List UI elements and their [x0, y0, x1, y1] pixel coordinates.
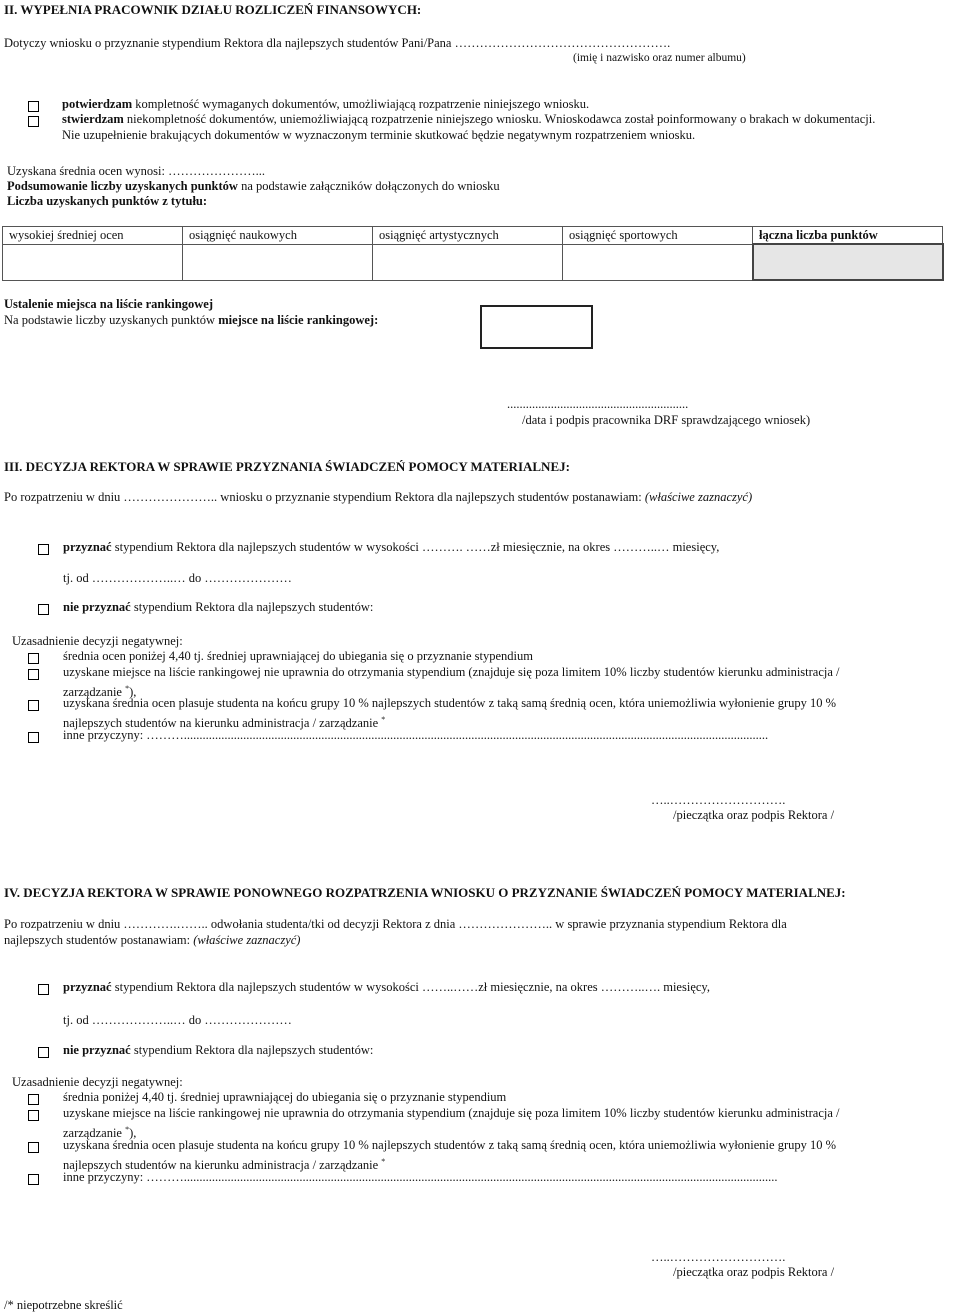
reason-group-checkbox[interactable]	[28, 700, 39, 711]
appeal-grant-line	[63, 980, 710, 995]
reason-ranking-checkbox[interactable]	[28, 669, 39, 680]
total-points-input[interactable]	[753, 244, 943, 280]
appeal-reason-group-cont-text: najlepszych studentów na kierunku administracja / zarządzanie	[63, 1158, 382, 1173]
appeal-reason-ranking: uzyskane miejsce na liście rankingowej nie uprawnia do otrzymania stypendium (znajduje się poza limitem 10% liczby studentów kierunku administracja /	[63, 1106, 840, 1120]
appeal-reason-low-average: średnia poniżej 4,40 tj. średniej uprawniającej do ubiegania się o przyznanie stypendium	[63, 1090, 507, 1104]
col-artistic: osiągnięć artystycznych	[373, 227, 563, 245]
appeal-reason-other-field[interactable]: inne przyczyny: ………..............................................................................................................................................................................................	[63, 1170, 778, 1184]
footnote-marker: *	[381, 1157, 386, 1166]
col-sports: osiągnięć sportowych	[563, 227, 753, 245]
appeal-deny-text: stypendium Rektora dla najlepszych studentów:	[130, 1043, 374, 1057]
appeal-grant-checkbox[interactable]	[38, 984, 49, 995]
appeal-deny-line	[63, 1043, 373, 1058]
appeal-reason-ranking-cont-end: ),	[129, 1126, 137, 1141]
grant-text: stypendium Rektora dla najlepszych studentów w wysokości ………. ……zł miesięcznie, na okres ………..… miesięcy,	[111, 540, 720, 554]
name-hint: (imię i nazwisko oraz numer albumu)	[573, 52, 746, 64]
reason-ranking-cont-end: ),	[129, 685, 137, 700]
footnote-marker: *	[125, 1125, 130, 1134]
incomplete-line	[62, 112, 875, 127]
col-high-average: wysokiej średniej ocen	[3, 227, 183, 245]
appeal-grant-label: przyznać	[63, 980, 112, 994]
negative-reason-label: Uzasadnienie decyzji negatywnej:	[12, 634, 183, 648]
incomplete-text: niekompletność dokumentów, uniemożliwiającą rozpatrzenie niniejszego wniosku. Wnioskodawca został poinformowany o brakach w dokumentacji.	[123, 112, 876, 126]
average-grade-field[interactable]: Uzyskana średnia ocen wynosi: …………………...	[7, 164, 265, 178]
decision-text: Po rozpatrzeniu w dniu ………………….. wniosku o przyznanie stypendium Rektora dla najlepszych studentów postanawiam:	[4, 490, 645, 504]
reason-ranking: uzyskane miejsce na liście rankingowej nie uprawnia do otrzymania stypendium (znajduje się poza limitem 10% liczby studentów kierunku administracja /	[63, 665, 840, 679]
appeal-line-2	[4, 933, 300, 948]
footnote-marker: *	[381, 715, 386, 724]
reason-low-average: średnia ocen poniżej 4,40 tj. średniej uprawniającej do ubiegania się o przyznanie stypendium	[63, 649, 533, 663]
section-3-heading: III. DECYZJA REKTORA W SPRAWIE PRZYZNANIA ŚWIADCZEŃ POMOCY MATERIALNEJ:	[4, 459, 570, 474]
appeal-reason-ranking-checkbox[interactable]	[28, 1110, 39, 1121]
reason-other-checkbox[interactable]	[28, 732, 39, 743]
confirm-line	[62, 97, 589, 112]
appeal-grant-text: stypendium Rektora dla najlepszych studentów w wysokości ……..……zł miesięcznie, na okres ………..…. miesięcy,	[111, 980, 710, 994]
request-intro: Dotyczy wniosku o przyznanie stypendium Rektora dla najlepszych studentów Pani/Pana …………………………………………….	[4, 36, 671, 50]
confirm-checkbox[interactable]	[28, 101, 39, 112]
incomplete-label: stwierdzam	[62, 112, 124, 126]
deny-line	[63, 600, 373, 615]
section-2-heading: II. WYPEŁNIA PRACOWNIK DZIAŁU ROZLICZEŃ FINANSOWYCH:	[4, 2, 422, 17]
section-4-heading: IV. DECYZJA REKTORA W SPRAWIE PONOWNEGO ROZPATRZENIA WNIOSKU O PRZYZNANIE ŚWIADCZEŃ POMOCY MATERIALNEJ:	[4, 885, 846, 900]
points-summary	[7, 179, 500, 194]
reason-group-cont-text: najlepszych studentów na kierunku administracja / zarządzanie	[63, 716, 382, 731]
incomplete-consequence: Nie uzupełnienie brakujących dokumentów w wyznaczonym terminie skutkować będzie negatywnym rozpatrzeniem wniosku.	[62, 128, 696, 142]
appeal-line-1: Po rozpatrzeniu w dniu ………….…….. odwołania studenta/tki od decyzji Rektora z dnia ………………….. w sprawie przyznania stypendium Rektora dla	[4, 917, 787, 931]
appeal-reason-other-checkbox[interactable]	[28, 1174, 39, 1185]
ranking-text: Na podstawie liczby uzyskanych punktów	[4, 313, 219, 327]
grant-period[interactable]: tj. od ………………..… do …………………	[63, 571, 292, 585]
grant-checkbox[interactable]	[38, 544, 49, 555]
reason-low-average-checkbox[interactable]	[28, 653, 39, 664]
footnote-marker: *	[125, 684, 130, 693]
scientific-points-input[interactable]	[183, 244, 373, 280]
appeal-deny-label: nie przyznać	[63, 1043, 131, 1057]
deny-checkbox[interactable]	[38, 604, 49, 615]
ranking-label: miejsce na liście rankingowej:	[218, 313, 379, 327]
incomplete-checkbox[interactable]	[28, 116, 39, 127]
points-table-values	[3, 244, 943, 280]
ranking-line	[4, 313, 378, 328]
decision-hint: (właściwe zaznaczyć)	[644, 490, 753, 504]
confirm-label: potwierdzam	[62, 97, 133, 111]
appeal-reason-group-checkbox[interactable]	[28, 1142, 39, 1153]
reason-other-field[interactable]: inne przyczyny: ………...........................................................................................................................................................................................	[63, 728, 769, 742]
grant-line	[63, 540, 719, 555]
reason-group: uzyskana średnia ocen plasuje studenta na końcu grupy 10 % najlepszych studentów z taką samą średnią ocen, która uniemożliwia wyłonienie grupy 10 %	[63, 696, 837, 710]
appeal-reason-group: uzyskana średnia ocen plasuje studenta na końcu grupy 10 % najlepszych studentów z taką samą średnią ocen, która uniemożliwia wyłonienie grupy 10 %	[63, 1138, 837, 1152]
ranking-title: Ustalenie miejsca na liście rankingowej	[4, 297, 214, 311]
appeal-reason-ranking-cont-text: zarządzanie	[63, 1126, 126, 1141]
appeal-reason-low-average-checkbox[interactable]	[28, 1094, 39, 1105]
drf-signature-label: /data i podpis pracownika DRF sprawdzającego wniosek)	[522, 413, 811, 427]
points-table-header	[3, 227, 943, 245]
appeal-rector-signature-line[interactable]: …..……………………….	[651, 1250, 786, 1264]
artistic-points-input[interactable]	[373, 244, 563, 280]
grant-label: przyznać	[63, 540, 112, 554]
ranking-place-input[interactable]	[480, 305, 593, 349]
appeal-hint: (właściwe zaznaczyć)	[193, 933, 301, 947]
reason-ranking-cont-text: zarządzanie	[63, 685, 126, 700]
appeal-negative-reason-label: Uzasadnienie decyzji negatywnej:	[12, 1075, 183, 1089]
col-total-points: łączna liczba punktów	[753, 227, 943, 245]
deny-label: nie przyznać	[63, 600, 131, 614]
appeal-text: najlepszych studentów postanawiam:	[4, 933, 194, 947]
rector-signature-line[interactable]: …..……………………….	[651, 793, 786, 807]
appeal-deny-checkbox[interactable]	[38, 1047, 49, 1058]
appeal-rector-signature-label: /pieczątka oraz podpis Rektora /	[673, 1265, 835, 1279]
rector-signature-label: /pieczątka oraz podpis Rektora /	[673, 808, 835, 822]
appeal-grant-period[interactable]: tj. od ………………..… do …………………	[63, 1013, 292, 1027]
points-summary-text: na podstawie załączników dołączonych do wniosku	[237, 179, 500, 193]
deny-text: stypendium Rektora dla najlepszych studentów:	[130, 600, 374, 614]
high-average-points-input[interactable]	[3, 244, 183, 280]
sports-points-input[interactable]	[563, 244, 753, 280]
decision-line	[4, 490, 752, 505]
points-by-label: Liczba uzyskanych punktów z tytułu:	[7, 194, 208, 208]
col-scientific: osiągnięć naukowych	[183, 227, 373, 245]
drf-signature-line[interactable]: ..........................................................	[507, 397, 689, 411]
points-table	[2, 226, 944, 281]
confirm-text: kompletność wymaganych dokumentów, umożliwiającą rozpatrzenie niniejszego wniosku.	[132, 97, 590, 111]
points-summary-label: Podsumowanie liczby uzyskanych punktów	[7, 179, 238, 193]
footnote: /* niepotrzebne skreślić	[4, 1298, 123, 1312]
